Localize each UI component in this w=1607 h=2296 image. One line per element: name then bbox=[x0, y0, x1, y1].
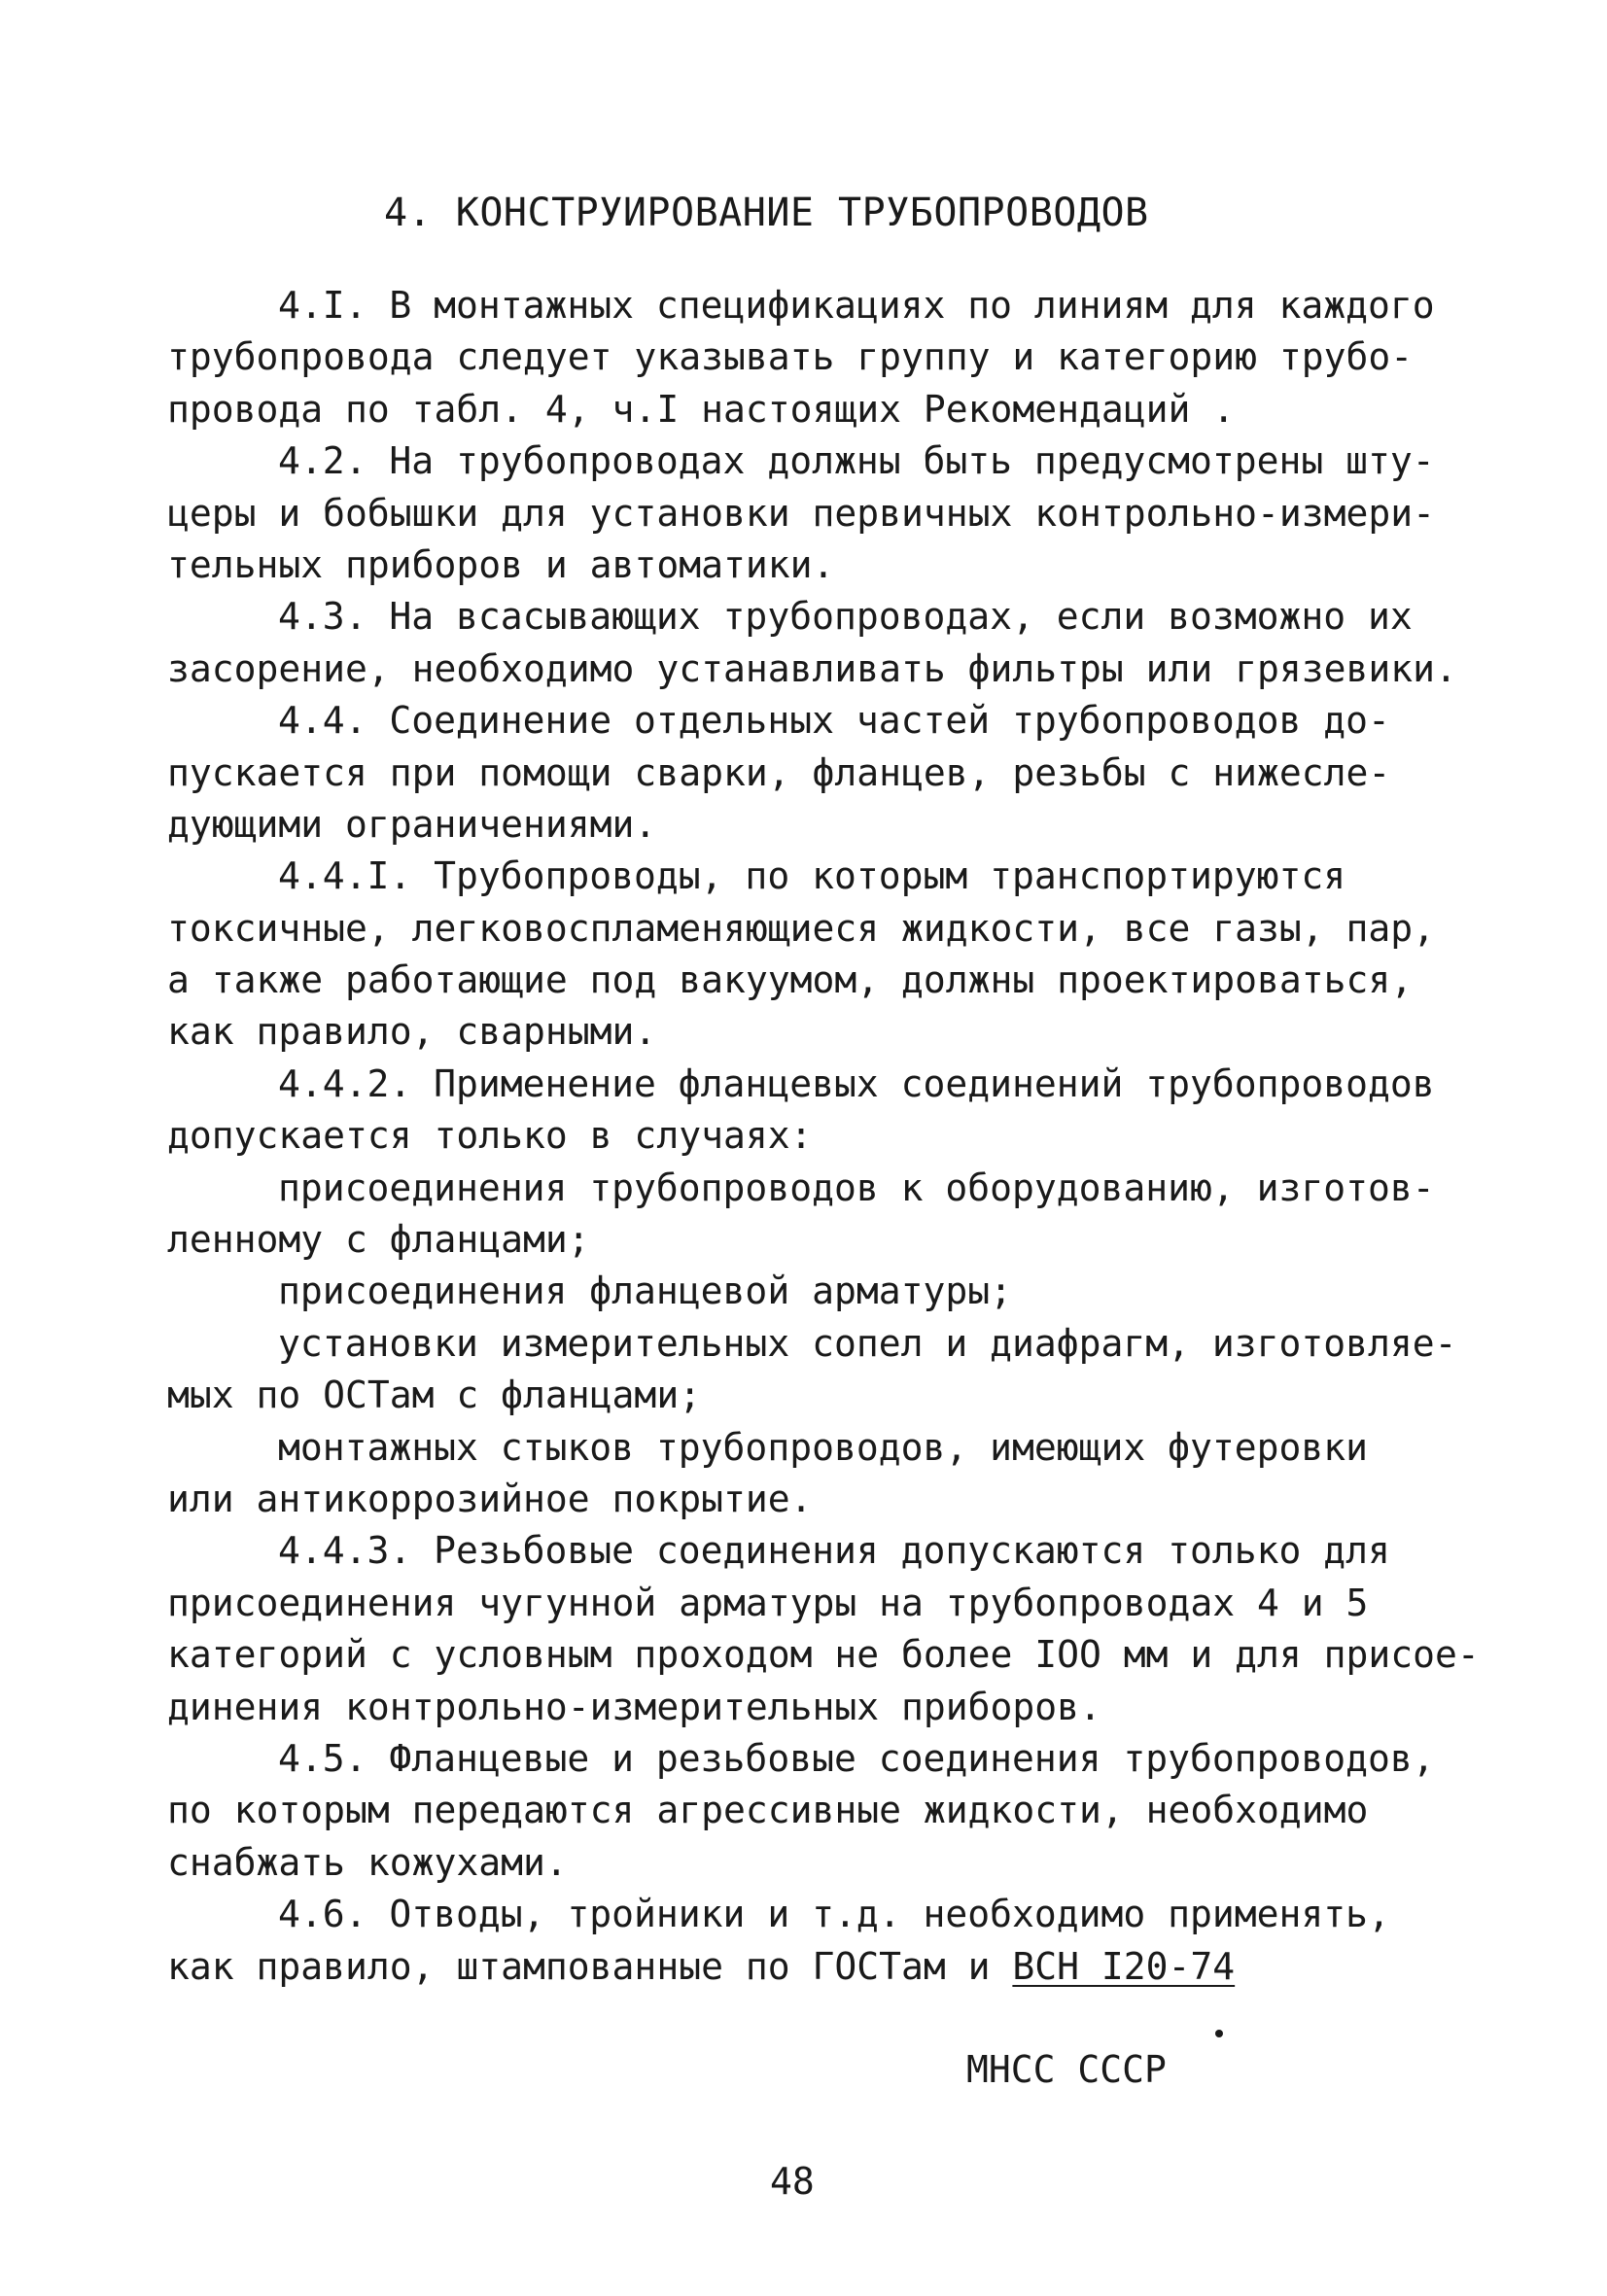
paragraph-line: 4.6. Отводы, тройники и т.д. необходимо применять, bbox=[278, 1893, 1390, 1936]
paragraph-line: 4.5. Фланцевые и резьбовые соединения трубопроводов, bbox=[278, 1736, 1435, 1780]
paragraph-line: по которым передаются агрессивные жидкости, необходимо bbox=[167, 1789, 1369, 1832]
paragraph-line: провода по табл. 4, ч.I настоящих Рекомендаций . bbox=[167, 387, 1236, 431]
paragraph-line: мых по ОСТам с фланцами; bbox=[167, 1374, 702, 1417]
body-text bbox=[167, 280, 1480, 1993]
paragraph-line: как правило, сварными. bbox=[167, 1010, 657, 1054]
list-item-line: присоединения фланцевой арматуры; bbox=[278, 1270, 1012, 1313]
paragraph-line: снабжать кожухами. bbox=[167, 1840, 568, 1884]
standard-reference: ВСН I20-74 bbox=[1012, 1944, 1236, 1988]
paragraph-line: 4.2. На трубопроводах должны быть предусмотрены шту- bbox=[278, 439, 1435, 483]
period-mark bbox=[1215, 2030, 1223, 2037]
list-item-line: установки измерительных сопел и диафрагм, изготовляе- bbox=[278, 1321, 1457, 1365]
paragraph-line: трубопровода следует указывать группу и категорию трубо- bbox=[167, 335, 1414, 379]
paragraph-line: 4.4.2. Применение фланцевых соединений трубопроводов bbox=[278, 1061, 1435, 1105]
paragraph-line: 4.4.3. Резьбовые соединения допускаются только для bbox=[278, 1529, 1390, 1573]
paragraph-line: категорий с условным проходом не более IOO мм и для присое- bbox=[167, 1633, 1480, 1677]
paragraph-line: тельных приборов и автоматики. bbox=[167, 542, 835, 586]
paragraph-line: ленному с фланцами; bbox=[167, 1218, 590, 1262]
paragraph-line: дующими ограничениями. bbox=[167, 802, 657, 846]
paragraph-line: 4.4. Соединение отдельных частей трубопроводов до- bbox=[278, 699, 1390, 743]
list-item-line: присоединения трубопроводов к оборудованию, изготов- bbox=[278, 1165, 1435, 1209]
paragraph-line: 4.3. На всасывающих трубопроводах, если возможно их bbox=[278, 595, 1413, 639]
paragraph-line: присоединения чугунной арматуры на трубопроводах 4 и 5 bbox=[167, 1581, 1369, 1624]
paragraph-line: пускается при помощи сварки, фланцев, резьбы с нижесле- bbox=[167, 750, 1391, 794]
paragraph-line: 4.4.I. Трубопроводы, по которым транспортируются bbox=[278, 854, 1346, 898]
paragraph-line: 4.I. В монтажных спецификациях по линиям для каждого bbox=[278, 284, 1435, 327]
paragraph-line: токсичные, легковоспламеняющиеся жидкости, все газы, пар, bbox=[167, 906, 1436, 950]
section-heading: 4. КОНСТРУИРОВАНИЕ ТРУБОПРОВОДОВ bbox=[384, 191, 1149, 235]
paragraph-line: засорение, необходимо устанавливать фильтры или грязевики. bbox=[167, 646, 1457, 690]
list-item-line: монтажных стыков трубопроводов, имеющих футеровки bbox=[278, 1425, 1369, 1469]
paragraph-line: допускается только в случаях: bbox=[167, 1114, 813, 1158]
paragraph-last-line bbox=[167, 1941, 1431, 1993]
last-line-text: как правило, штампованные по ГОСТам и bbox=[167, 1944, 1013, 1988]
paragraph-line: или антикоррозийное покрытие. bbox=[167, 1477, 813, 1520]
paragraph-line: динения контрольно-измерительных приборов. bbox=[167, 1685, 1101, 1728]
page-number: 48 bbox=[770, 2160, 815, 2203]
paragraph-line: а также работающие под вакуумом, должны проектироваться, bbox=[167, 958, 1414, 1002]
paragraph-line: церы и бобышки для установки первичных контрольно-измери- bbox=[167, 491, 1436, 535]
organization-reference: МНСС СССР bbox=[966, 2048, 1167, 2091]
